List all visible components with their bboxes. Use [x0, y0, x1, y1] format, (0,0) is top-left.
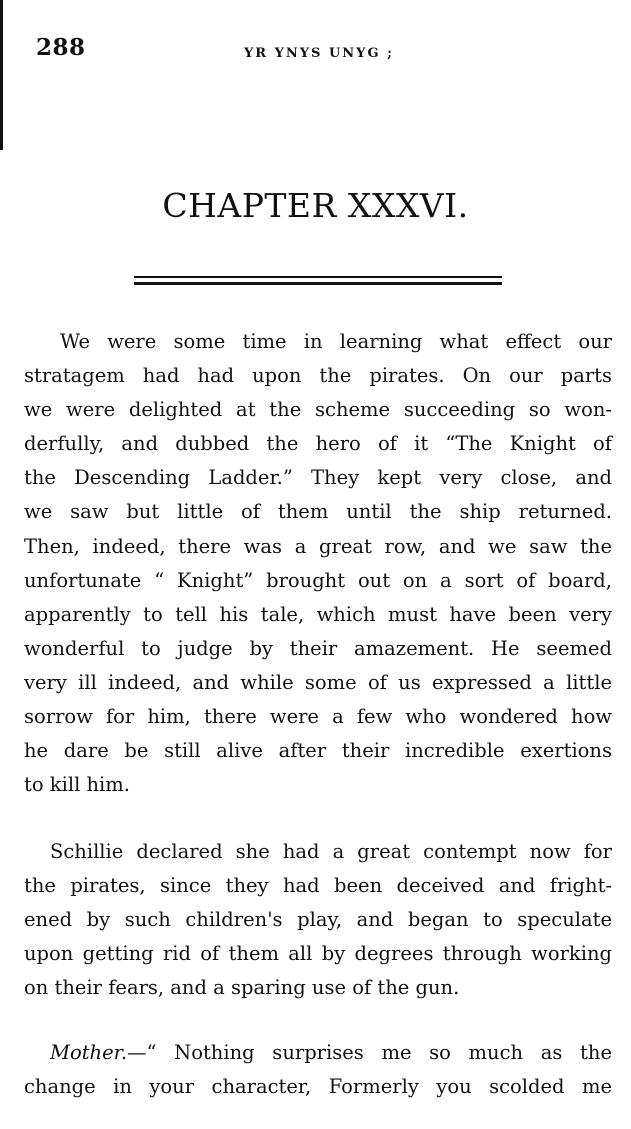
text-line: apparently to tell his tale, which must have been very — [24, 602, 612, 626]
text-line: the pirates, since they had been deceived and fright- — [24, 874, 612, 898]
text-line: sorrow for him, there were a few who wondered how — [24, 705, 612, 729]
chapter-rule-thin — [134, 276, 502, 278]
text-line: change in your character, Formerly you scolded me — [24, 1075, 612, 1099]
text-line: very ill indeed, and while some of us expressed a little — [24, 670, 612, 694]
page-edge-rule — [0, 0, 3, 150]
page-number: 288 — [36, 34, 86, 61]
text-line: ened by such children's play, and began to speculate — [24, 908, 612, 932]
text-line — [24, 1036, 612, 1070]
text-line: Then, indeed, there was a great row, and we saw the — [24, 534, 612, 558]
chapter-title: CHAPTER XXXVI. — [162, 186, 469, 225]
running-head — [36, 34, 616, 64]
text-line: unfortunate “ Knight” brought out on a sort of board, — [24, 568, 612, 592]
paragraph-3 — [24, 1036, 612, 1104]
text-line: the Descending Ladder.” They kept very close, and — [24, 466, 612, 490]
text-line: to kill him. — [24, 773, 130, 797]
text-line: upon getting rid of them all by degrees through working — [24, 942, 612, 966]
text-line: on their fears, and a sparing use of the gun. — [24, 976, 460, 1000]
running-title: YR YNYS UNYG ; — [244, 46, 394, 61]
text-line: we saw but little of them until the ship returned. — [24, 500, 612, 524]
text-line: wonderful to judge by their amazement. He seemed — [24, 636, 612, 660]
paragraph-1 — [24, 325, 612, 802]
paragraph-2 — [24, 835, 612, 1005]
text-line: Schillie declared she had a great contempt now for — [50, 840, 612, 863]
speaker-name: Mother. — [50, 1041, 128, 1064]
chapter-rule-thick — [134, 282, 502, 285]
text-line: derfully, and dubbed the hero of it “The Knight of — [24, 432, 612, 456]
text-line: he dare be still alive after their incredible exertions — [24, 739, 612, 763]
text-line: stratagem had had upon the pirates. On our parts — [24, 364, 612, 388]
text-line: we were delighted at the scheme succeeding so won- — [24, 398, 612, 422]
text-line: We were some time in learning what effect our — [60, 330, 612, 353]
dialogue-text: —“ Nothing surprises me so much as the — [127, 1041, 612, 1064]
